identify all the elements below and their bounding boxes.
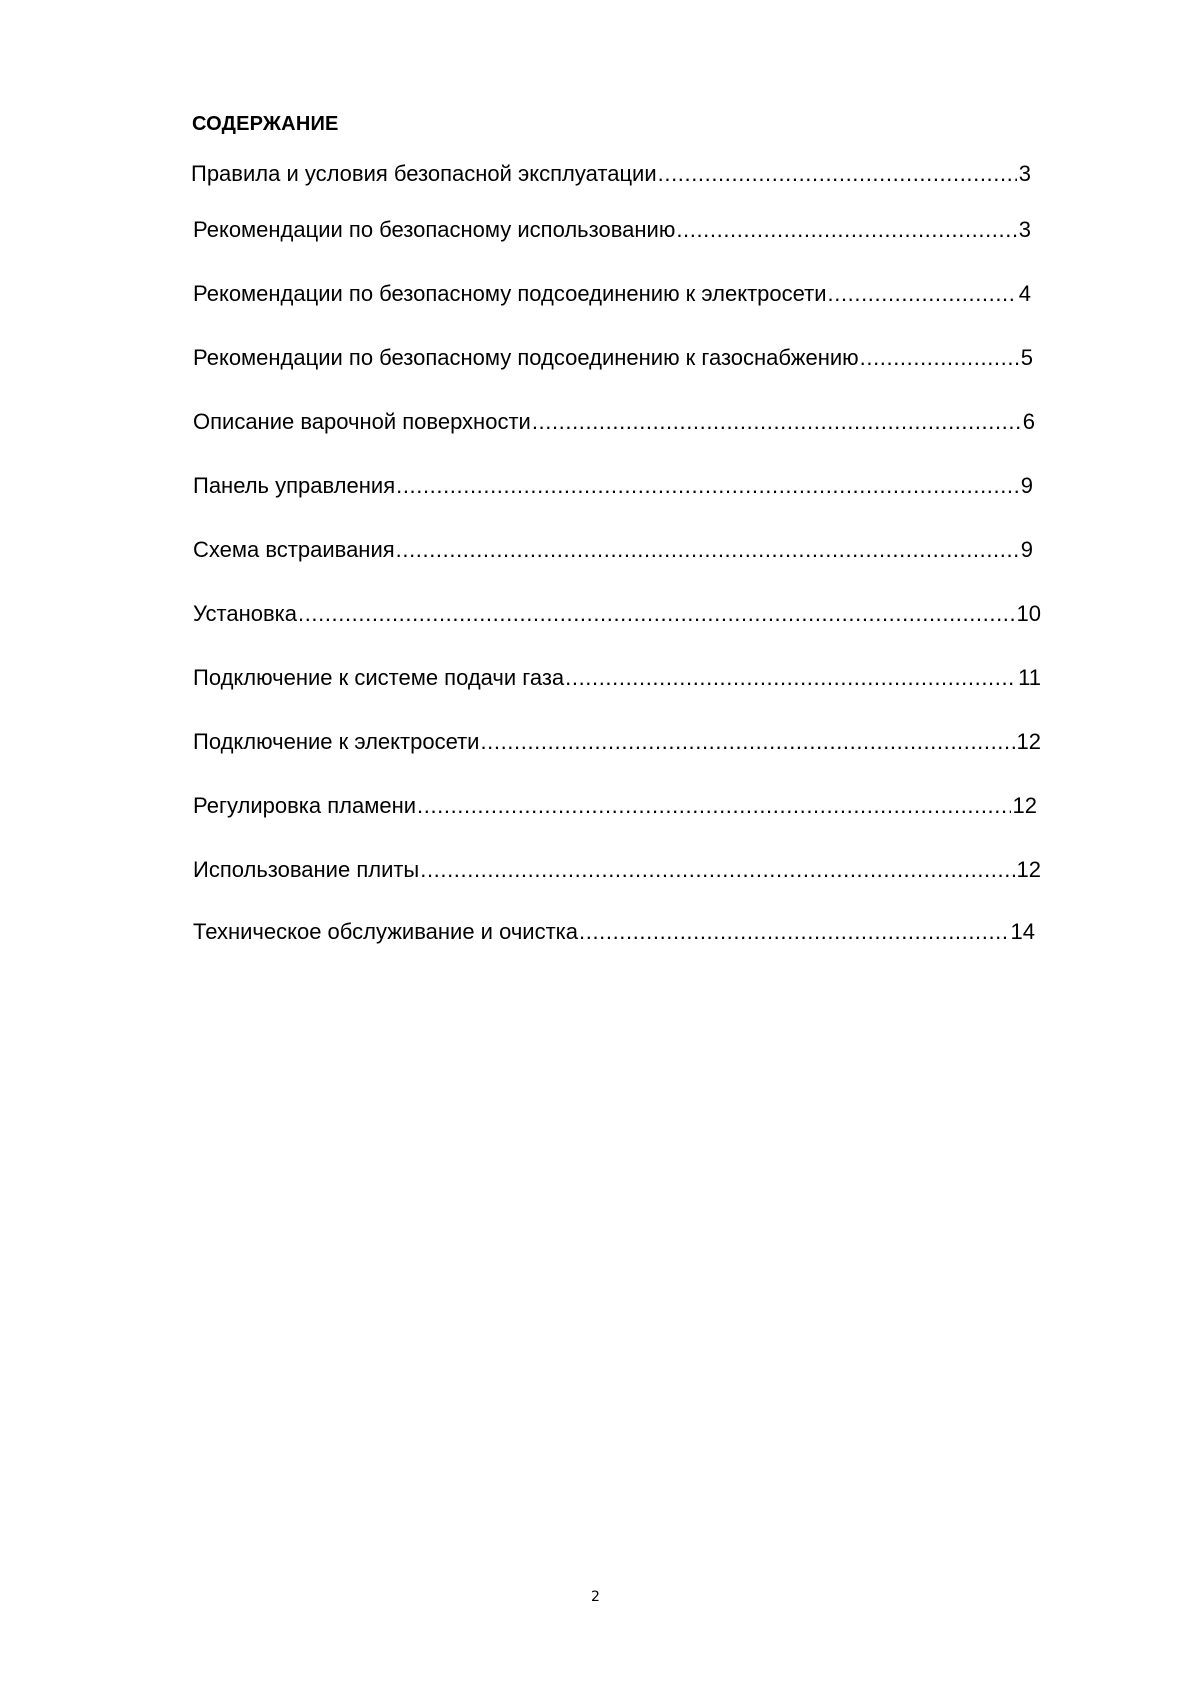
toc-entry-label: Рекомендации по безопасному использованию bbox=[193, 217, 676, 242]
toc-entry bbox=[191, 160, 1031, 188]
toc-entry-page: 12 bbox=[1012, 793, 1037, 818]
page-number: 2 bbox=[591, 1589, 600, 1605]
toc-dot-leader bbox=[396, 536, 1019, 564]
toc-dot-leader bbox=[828, 280, 1017, 308]
toc-entry-label: Рекомендации по безопасному подсоединению к электросети bbox=[193, 281, 827, 306]
toc-dot-leader bbox=[658, 160, 1017, 188]
toc-entry-label: Панель управления bbox=[193, 473, 396, 498]
toc-entry-page: 11 bbox=[1018, 665, 1041, 690]
toc-entry-label: Техническое обслуживание и очистка bbox=[193, 919, 579, 944]
toc-entry-page: 9 bbox=[1020, 537, 1033, 562]
toc-dot-leader bbox=[298, 600, 1015, 628]
toc-entry-label: Схема встраивания bbox=[193, 537, 395, 562]
toc-entry-page: 5 bbox=[1020, 345, 1033, 370]
toc-entry-page: 4 bbox=[1018, 281, 1031, 306]
toc-entry-label: Подключение к электросети bbox=[193, 729, 480, 754]
toc-entry-page: 12 bbox=[1016, 857, 1041, 882]
toc-entry-page: 14 bbox=[1010, 919, 1035, 944]
toc-entry-label: Рекомендации по безопасному подсоединению к газоснабжению bbox=[193, 345, 859, 370]
toc-entry-page: 6 bbox=[1022, 409, 1035, 434]
toc-entry-label: Описание варочной поверхности bbox=[193, 409, 531, 434]
toc-entry-label: Регулировка пламени bbox=[193, 793, 417, 818]
toc-entry bbox=[193, 472, 1033, 500]
toc-dot-leader bbox=[532, 408, 1021, 436]
toc-entry bbox=[193, 918, 1035, 946]
toc-dot-leader bbox=[565, 664, 1016, 692]
toc-entry bbox=[193, 408, 1035, 436]
toc-entry bbox=[193, 792, 1037, 820]
toc-title: СОДЕРЖАНИЕ bbox=[192, 113, 339, 135]
toc-entry bbox=[193, 664, 1041, 692]
toc-entry bbox=[193, 280, 1031, 308]
toc-entry bbox=[193, 728, 1041, 756]
toc-entry bbox=[193, 216, 1031, 244]
toc-entry-label: Установка bbox=[193, 601, 297, 626]
toc-dot-leader bbox=[420, 856, 1014, 884]
toc-dot-leader bbox=[396, 472, 1019, 500]
toc-dot-leader bbox=[417, 792, 1011, 820]
toc-entry bbox=[193, 600, 1041, 628]
toc-entry-label: Правила и условия безопасной эксплуатации bbox=[191, 161, 657, 186]
toc-dot-leader bbox=[480, 728, 1014, 756]
toc-entry bbox=[193, 344, 1033, 372]
toc-entry-page: 3 bbox=[1018, 217, 1031, 242]
toc-entry-page: 10 bbox=[1016, 601, 1041, 626]
toc-entry-label: Использование плиты bbox=[193, 857, 420, 882]
toc-entry-label: Подключение к системе подачи газа bbox=[193, 665, 565, 690]
toc-entry-page: 9 bbox=[1020, 473, 1033, 498]
toc-dot-leader bbox=[676, 216, 1016, 244]
toc-entry bbox=[193, 536, 1033, 564]
toc-entry-page: 3 bbox=[1018, 161, 1031, 186]
toc-entry bbox=[193, 856, 1041, 884]
toc-dot-leader bbox=[579, 918, 1009, 946]
toc-dot-leader bbox=[860, 344, 1019, 372]
toc-entry-page: 12 bbox=[1016, 729, 1041, 754]
